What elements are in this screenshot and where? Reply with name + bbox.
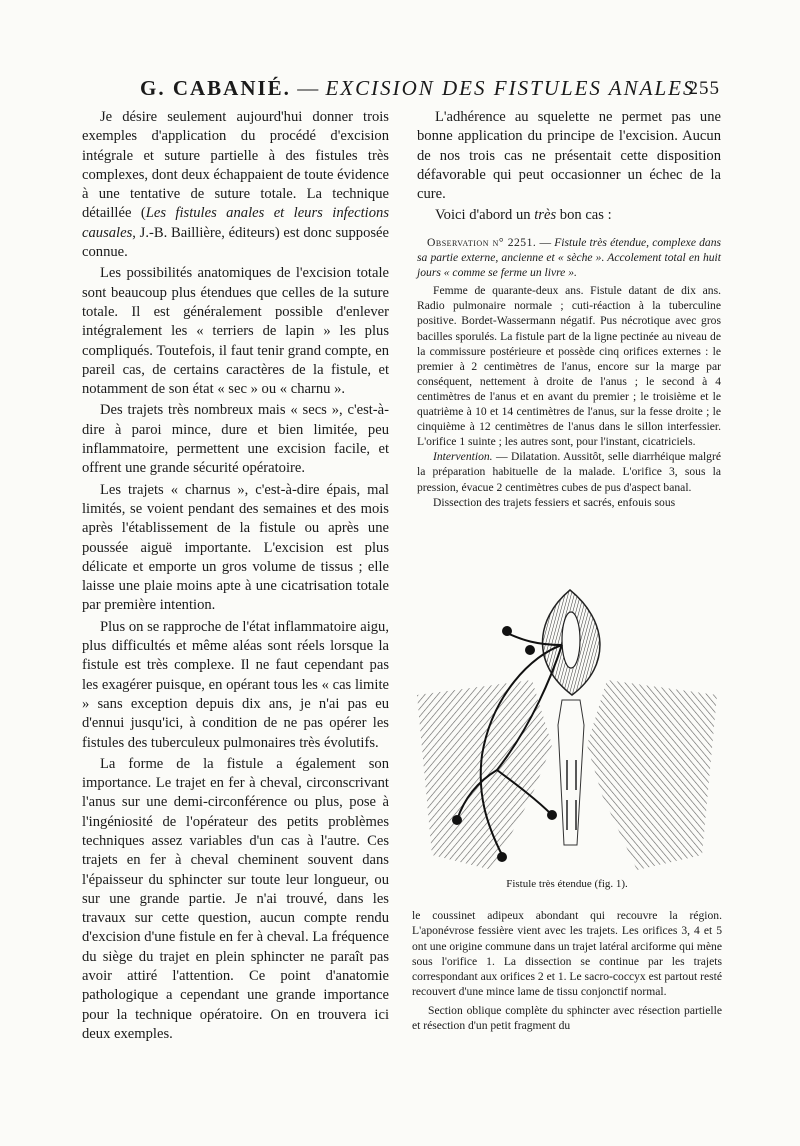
paragraph: Section oblique complète du sphincter avec résection partielle et résection d'un petit fragment du [412, 1003, 722, 1033]
paragraph: Intervention. — Dilatation. Aussitôt, selle diarrhéique malgré la préparation habituelle de la malade. L'orifice 3, sous la pression, évacue 2 centimètres cubes de pus d'aspect banal. [417, 450, 721, 494]
paragraph: Plus on se rapproche de l'état inflammatoire aigu, plus difficultés et même aléas sont réels lorsque la fistule est très complexe. Il ne faut cependant pas les exagérer puisque, en opérant tous les « cas limite » sans exception depuis dix ans, je n'ai pas eu d'ennui jusqu'ici, à condition de ne pas opérer les fistules des tuberculeux pulmonaires très évolutifs. [82, 618, 389, 751]
observation-continuation [412, 908, 722, 1033]
figure-caption: Fistule très étendue (fig. 1). [506, 878, 628, 890]
paragraph: Je désire seulement aujourd'hui donner trois exemples d'application du procédé d'excision intégrale et suture partielle à des fistules très complexes, dont deux échappaient de toute évidence à une tentative de suture totale. La technique détaillée (Les fistules anales et leurs infections causales, J.-B. Baillière, éditeurs) est donc supposée connue. [82, 109, 390, 261]
left-column [82, 108, 389, 1044]
observation-block [417, 235, 721, 510]
header-title: EXCISION DES FISTULES ANALES [325, 76, 696, 100]
right-gluteal-muscle [587, 680, 717, 870]
anatomical-drawing [412, 585, 722, 885]
orifice-marker [502, 626, 512, 636]
header-author: G. CABANIÉ. [140, 76, 291, 100]
page-number: 255 [688, 78, 720, 99]
anal-opening [562, 612, 580, 668]
paragraph: le coussinet adipeux abondant qui recouvre la région. L'aponévrose fessière vient avec les trajets. Les orifices 3, 4 et 5 ont une origine commune dans un trajet latéral arciforme qui mène sous l'orifice 1. La dissection se continue par les trajets correspondant aux orifices 2 et 1. Le sacro-coccyx est partout resté recouvert d'une mince lame de tissu conjonctif normal. [412, 909, 723, 999]
left-gluteal-muscle [417, 680, 552, 870]
book-title: Les fistules anales et leurs infections causales [82, 205, 390, 241]
paragraph: Voici d'abord un très bon cas : [435, 207, 612, 224]
orifice-marker [525, 645, 535, 655]
observation-heading: Observation n° 2251. — Fistule très étendue, complexe dans sa partie externe, ancienne et « sèche ». Accolement total en huit jours « comme se ferme un livre ». [417, 236, 722, 280]
running-header [140, 76, 720, 104]
paragraph: La forme de la fistule a également son importance. Le trajet en fer à cheval, circonscrivant l'anus sur une demi-circonférence ou plus, pose à l'ingéniosité de l'opérateur des petits problèmes techniques assez variables d'un cas à l'autre. Ces trajets en fer à cheval cheminent souvent dans l'épaisseur du sphincter sur toute leur longueur, ou sur une grande partie. Je n'ai trouvé, dans les travaux sur cette question, aucun compte rendu d'excision d'une fistule en fer à cheval. La fréquence du siège du trajet en plein sphincter ne paraît pas avoir attiré l'attention. Ce point d'anatomie pathologique a cependant une grande importance pour la technique opératoire. On en trouvera ici deux exemples. [82, 755, 389, 1042]
fistula-figure [412, 585, 722, 910]
paragraph: Les trajets « charnus », c'est-à-dire épais, mal limités, se voient pendant des semaines et des mois après l'établissement de la fistule ou après une poussée aiguë importante. L'excision est plus délicate et emporte un gros volume de tissus ; elle laisse une plaie moins apte à une cicatrisation totale par première intention. [82, 481, 389, 614]
paragraph: Des trajets très nombreux mais « secs », c'est-à-dire à paroi mince, dure et bien limitée, peu inflammatoire, permettent une excision facile, et offrent une grande sécurité opératoire. [82, 402, 389, 477]
orifice-marker [497, 852, 507, 862]
coccyx [558, 700, 584, 845]
paragraph: Dissection des trajets fessiers et sacrés, enfouis sous [433, 495, 676, 509]
right-column-intro [417, 108, 721, 226]
paragraph: L'adhérence au squelette ne permet pas une bonne application du principe de l'excision. Aucun de nos trois cas ne présentait cette disposition défavorable qui peut occasionner un échec de la cure. [417, 109, 721, 203]
orifice-marker [452, 815, 462, 825]
observation-label: Observation n° 2251. [427, 236, 537, 249]
paragraph: Les possibilités anatomiques de l'excision totale sont beaucoup plus étendues que celles de la suture totale. Il est généralement possible d'enlever intégralement les « terriers de lapin » les plus compliqués. Toutefois, il faut tenir grand compte, en pareil cas, de certains caractères de la fistule, et notamment de son état « sec » ou « charnu ». [82, 265, 389, 398]
header-dash: — [297, 76, 320, 100]
paragraph: Femme de quarante-deux ans. Fistule datant de dix ans. Radio pulmonaire normale ; cuti-réaction à la tuberculine positive. Bordet-Wassermann négatif. Pus nécrotique avec gros bacilles sporulés. La fistule part de la ligne pectinée au niveau de la commissure postérieure et possède cinq orifices externes : le premier à 2 centimètres de l'anus, encore sur la marge par conséquent, nettement à droite de l'anus ; le second à 4 centimètres de l'anus et en avant du premier ; le troisième et le quatrième à 10 et 14 centimètres de l'anus, sur la fesse droite ; le cinquième à 12 centimètres de l'anus dans le sillon interfessier. L'orifice 1 suinte ; les autres sont, pour l'instant, cicatriciels. [417, 284, 721, 449]
